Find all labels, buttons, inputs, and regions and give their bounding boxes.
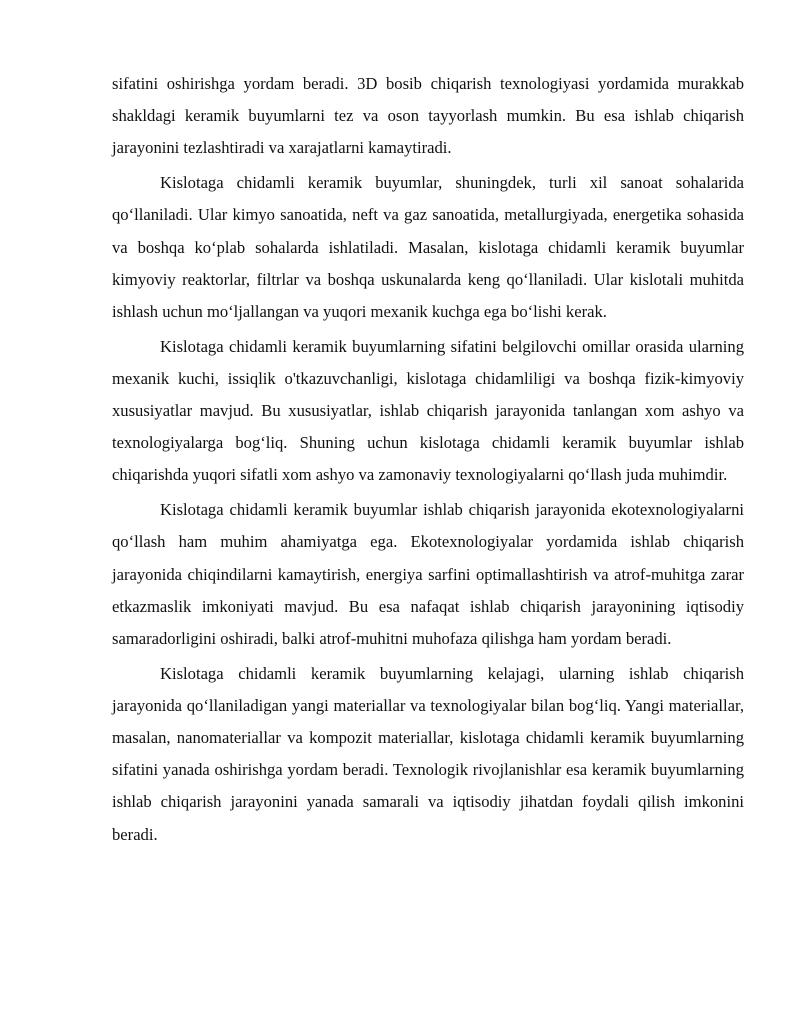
document-page: [112, 68, 744, 851]
paragraph-ecotechnologies: Kislotaga chidamli keramik buyumlar ishlab chiqarish jarayonida ekotexnologiyalarni qo‘llash ham muhim ahamiyatga ega. Ekotexnologiyalar yordamida ishlab chiqarish jarayonida chiqindilarni kamaytirish, energiya sarfini optimallashtirish va atrof-muhitga zarar etkazmaslik imkoniyati mavjud. Bu esa nafaqat ishlab chiqarish jarayonining iqtisodiy samaradorligini oshiradi, balki atrof-muhitni muhofaza qilishga ham yordam beradi.: [112, 500, 744, 648]
paragraph-future-outlook: Kislotaga chidamli keramik buyumlarning kelajagi, ularning ishlab chiqarish jarayonida qo‘llaniladigan yangi materiallar va texnologiyalar bilan bog‘liq. Yangi materiallar, masalan, nanomateriallar va kompozit materiallar, kislotaga chidamli keramik buyumlarning sifatini yanada oshirishga yordam beradi. Texnologik rivojlanishlar esa keramik buyumlarning ishlab chiqarish jarayonini yanada samarali va iqtisodiy jihatdan foydali qilish imkonini beradi.: [112, 663, 744, 844]
paragraph-quality-factors: Kislotaga chidamli keramik buyumlarning sifatini belgilovchi omillar orasida ularning mexanik kuchi, issiqlik o'tkazuvchanligi, kislotaga chidamliligi va boshqa fizik-kimyoviy xususiyatlar mavjud. Bu xususiyatlar, ishlab chiqarish jarayonida tanlangan xom ashyo va texnologiyalarga bog‘liq. Shuning uchun kislotaga chidamli keramik buyumlar ishlab chiqarishda yuqori sifatli xom ashyo va zamonaviy texnologiyalarni qo‘llash juda muhimdir.: [112, 336, 744, 485]
paragraph-industrial-applications: Kislotaga chidamli keramik buyumlar, shuningdek, turli xil sanoat sohalarida qo‘llaniladi. Ular kimyo sanoatida, neft va gaz sanoatida, metallurgiyada, energetika sohasida va boshqa ko‘plab sohalarda ishlatiladi. Masalan, kislotaga chidamli keramik buyumlar kimyoviy reaktorlar, filtrlar va boshqa uskunalarda keng qo‘llaniladi. Ular kislotali muhitda ishlash uchun mo‘ljallangan va yuqori mexanik kuchga ega bo‘lishi kerak.: [112, 173, 744, 321]
paragraph-continuation: sifatini oshirishga yordam beradi. 3D bosib chiqarish texnologiyasi yordamida murakkab shakldagi keramik buyumlarni tez va oson tayyorlash mumkin. Bu esa ishlab chiqarish jarayonini tezlashtiradi va xarajatlarni kamaytiradi.: [112, 74, 744, 158]
